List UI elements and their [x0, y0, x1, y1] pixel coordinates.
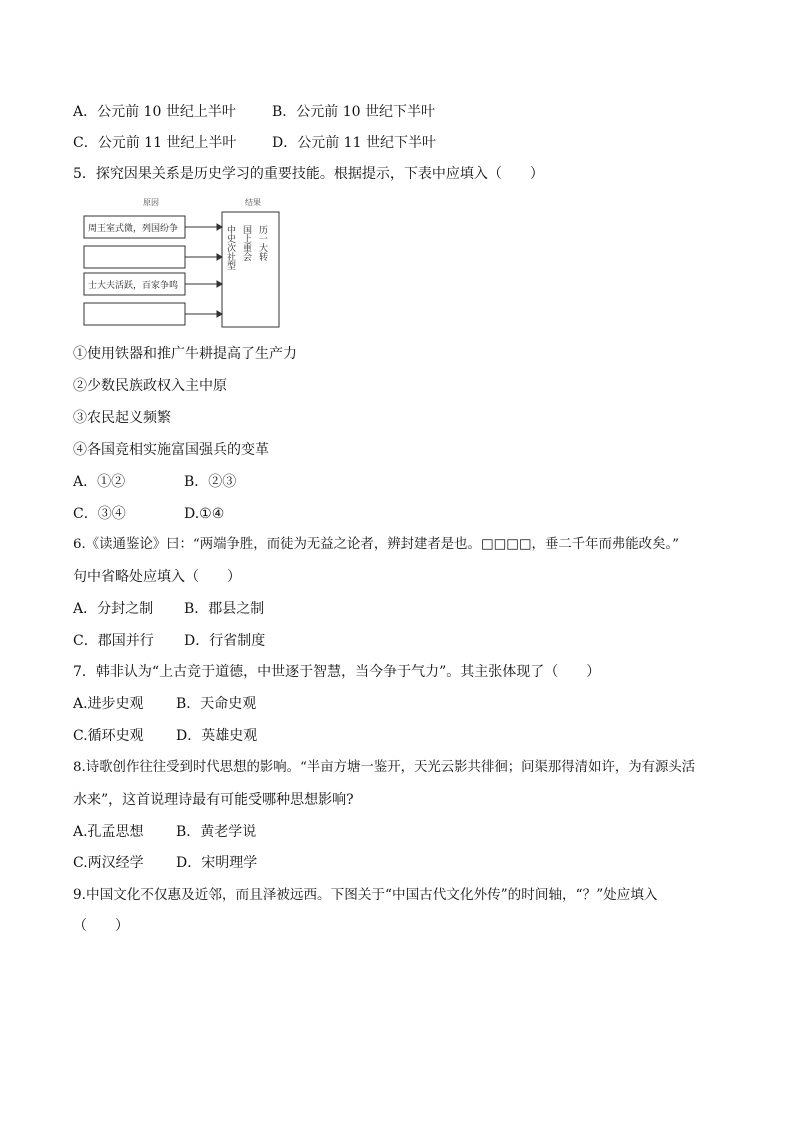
q9-stem-line1: 9.中国文化不仅惠及近邻，而且泽被远西。下图关于“中国古代文化外传”的时间轴，“？”处应填入: [73, 887, 658, 903]
arrows: [185, 224, 222, 317]
q4-option-d: D．公元前 11 世纪下半叶: [272, 135, 436, 151]
q6-stem-line1: 6.《读通鉴论》曰：“两端争胜，而徒为无益之论者，辨封建者是也。□□□□，垂二千年而弗能改矣。”: [73, 537, 679, 552]
q9-stem-line2: （ ）: [73, 918, 129, 934]
q7-option-a: A.进步史观: [73, 696, 144, 712]
cause-box-2: [84, 246, 185, 268]
cause-box-3-text: 士大夫活跃，百家争鸣: [88, 281, 179, 291]
q8-option-c: C.两汉经学: [73, 855, 144, 871]
q7-option-b: B．天命史观: [176, 696, 257, 712]
q7-stem: 7．韩非认为“上古竞于道德，中世逐于智慧，当今争于气力”。其主张体现了（ ）: [73, 664, 601, 680]
q4-option-a: A．公元前 10 世纪上半叶: [73, 104, 236, 120]
q6-option-c: C．郡国并行: [73, 633, 154, 649]
result-col-2: 国上重会: [241, 225, 251, 261]
q8-stem-line2: 水来”，这首说理诗最有可能受哪种思想影响?: [73, 792, 354, 808]
result-col-1: 中史次社型: [225, 225, 235, 270]
q5-option-a: A．①②: [73, 474, 126, 490]
q6-option-a: A．分封之制: [73, 601, 154, 617]
q5-item-2: ②少数民族政权入主中原: [73, 378, 227, 394]
q5-item-3: ③农民起义频繁: [73, 410, 171, 426]
q6-option-b: B．郡县之制: [184, 601, 265, 617]
q8-stem-line1: 8.诗歌创作往往受到时代思想的影响。“半亩方塘一鉴开，天光云影共徘徊；问渠那得清如许，为有源头活: [73, 760, 696, 775]
q8-option-a: A.孔孟思想: [73, 824, 144, 840]
q5-option-b: B．②③: [184, 474, 237, 490]
q5-option-d: D.①④: [184, 506, 225, 522]
q5-stem: 5．探究因果关系是历史学习的重要技能。根据提示，下表中应填入（ ）: [73, 166, 544, 182]
result-header: 结果: [245, 198, 261, 207]
cause-header: 原因: [143, 198, 159, 207]
cause-box-1-text: 周王室式微，列国纷争: [88, 224, 179, 234]
q4-option-c: C．公元前 11 世纪上半叶: [73, 135, 237, 151]
q5-item-1: ①使用铁器和推广牛耕提高了生产力: [73, 346, 297, 362]
q7-option-d: D．英雄史观: [176, 728, 258, 744]
q8-option-d: D．宋明理学: [176, 855, 258, 871]
q5-cause-result-diagram: [83, 195, 293, 330]
q6-option-d: D．行省制度: [184, 633, 266, 649]
q6-stem-line2: 句中省略处应填入（ ）: [73, 569, 241, 585]
q5-item-4: ④各国竞相实施富国强兵的变革: [73, 442, 269, 458]
q4-option-b: B．公元前 10 世纪下半叶: [272, 104, 436, 120]
result-col-3: 历一大转: [257, 225, 267, 261]
cause-box-4: [84, 303, 185, 325]
q8-option-b: B．黄老学说: [176, 824, 257, 840]
q5-diagram-svg: [83, 195, 293, 330]
q7-option-c: C.循环史观: [73, 728, 144, 744]
q5-option-c: C．③④: [73, 506, 126, 522]
